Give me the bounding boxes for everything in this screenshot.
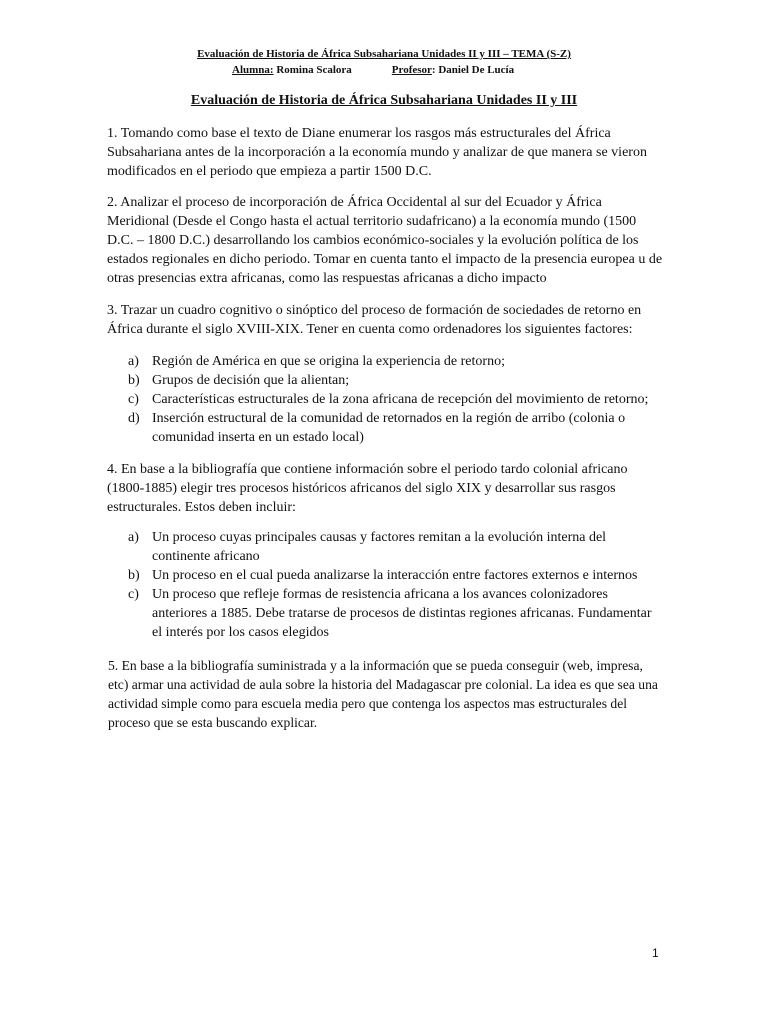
list-item-text: Un proceso en el cual pueda analizarse la interacción entre factores externos e internos: [152, 568, 638, 583]
question-2: 2. Analizar el proceso de incorporación de África Occidental al sur del Ecuador y África Meridional (Desde el Congo hasta el actual territorio sudafricano) a la economía mundo (1500 D.C. – 1800 D.C.) desarrollando los cambios económico-sociales y la evolución política de los estados regionales en dicho periodo. Tomar en cuenta tanto el impacto de la presencia europea u de otras presencias extra africanas, como las respuestas africanas a dicho impacto: [107, 195, 663, 286]
header-names-line: [0, 62, 768, 78]
student-name: Romina Scalora: [273, 64, 352, 76]
list-item: [128, 409, 664, 447]
list-item: [128, 528, 664, 566]
header-title-line: [0, 46, 768, 62]
question-5: 5. En base a la bibliografía suministrada y a la información que se pueda conseguir (web, impresa, etc) armar una actividad de aula sobre la historia del Madagascar pre colonial. La idea es que sea una actividad simple como para escuela media pero que contenga los aspectos mas estructurales del proceso que se esta buscando explicar.: [108, 658, 658, 730]
list-item: [128, 390, 664, 409]
question-1: 1. Tomando como base el texto de Diane enumerar los rasgos más estructurales del África Subsahariana antes de la incorporación a la economía mundo y analizar de que manera se vieron modificados en el periodo que empieza a partir 1500 D.C.: [107, 126, 647, 179]
question-3: 3. Trazar un cuadro cognitivo o sinóptico del proceso de formación de sociedades de retorno en África durante el siglo XVIII-XIX. Tener en cuenta como ordenadores los siguientes factores:: [107, 303, 642, 337]
list-item-text: Grupos de decisión que la alientan;: [152, 373, 350, 388]
list-item: [128, 352, 664, 371]
exam-title: Evaluación de Historia de África Subsahariana Unidades II y III: [190, 93, 578, 108]
list-item-text: Un proceso cuyas principales causas y factores remitan a la evolución interna del continente africano: [152, 530, 607, 564]
list-item: [128, 566, 664, 585]
list-marker: a): [128, 354, 139, 369]
list-marker: c): [128, 392, 139, 407]
list-marker: a): [128, 530, 139, 545]
teacher-label: Profesor: [391, 64, 432, 76]
list-item-text: Inserción estructural de la comunidad de retornados en la región de arribo (colonia o comunidad inserta en un estado local): [152, 411, 626, 445]
list-marker: d): [128, 411, 140, 426]
list-marker: c): [128, 587, 139, 602]
document-header: [0, 46, 768, 78]
list-item-text: Características estructurales de la zona africana de recepción del movimiento de retorno;: [152, 392, 649, 407]
list-marker: b): [128, 568, 140, 583]
list-item-text: Un proceso que refleje formas de resistencia africana a los avances colonizadores anteriores a 1885. Debe tratarse de procesos de distintas regiones africanas. Fundamentar el interés por los casos elegidos: [152, 587, 652, 640]
question-4-list: [128, 528, 664, 642]
list-item: [128, 371, 664, 390]
list-item: [128, 585, 664, 642]
student-label: Alumna:: [232, 64, 274, 76]
teacher-name: : Daniel De Lucía: [431, 64, 515, 76]
list-marker: b): [128, 373, 140, 388]
question-3-list: [128, 352, 664, 447]
list-item-text: Región de América en que se origina la experiencia de retorno;: [152, 354, 505, 369]
question-4: 4. En base a la bibliografía que contiene información sobre el periodo tardo colonial africano (1800-1885) elegir tres procesos históricos africanos del siglo XIX y desarrollar sus rasgos estructurales. Estos deben incluir:: [107, 462, 628, 515]
header-title-text: Evaluación de Historia de África Subsahariana Unidades II y III – TEMA (S-Z): [197, 48, 571, 60]
page-number: 1: [652, 946, 659, 960]
